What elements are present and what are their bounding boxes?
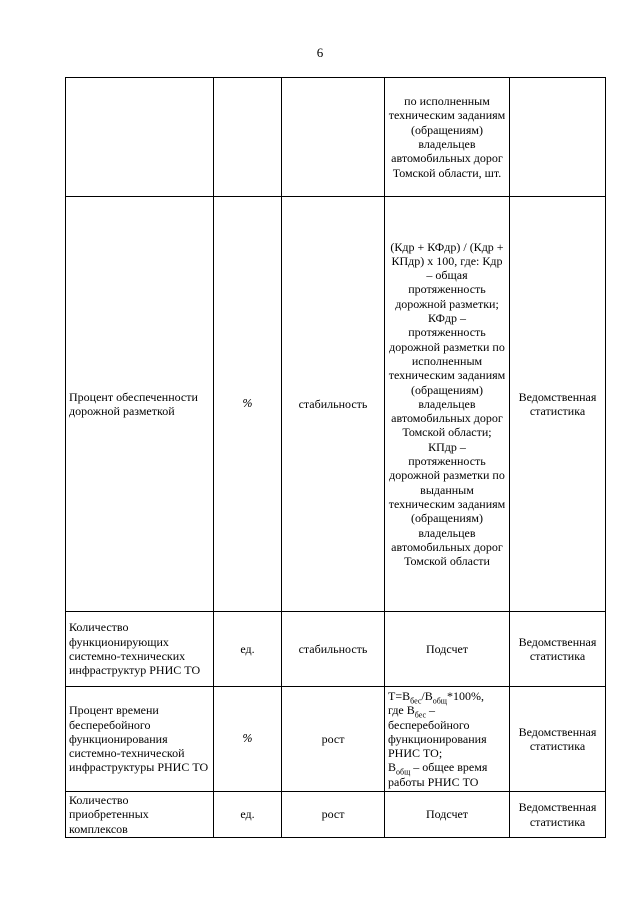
trend-cell: стабильность	[282, 197, 385, 612]
indicator-cell: Количество функционирующих системно-технических инфраструктур РНИС ТО	[66, 612, 214, 687]
table-row	[66, 612, 606, 687]
source-cell: Ведомственная статистика	[510, 612, 606, 687]
source-cell: Ведомственная статистика	[510, 687, 606, 792]
formula-text: *100%,	[446, 688, 484, 703]
formula-cell: (Кдр + КФдр) / (Кдр + КПдр) х 100, где: Кдр – общая протяженность дорожной разметки; КФдр – протяженность дорожной разметки по исполненным техническим заданиям (обращениям) владельцев автомобильных дорог Томской области; КПдр – протяженность дорожной разметки по выданным техническим заданиям (обращениям) владельцев автомобильных дорог Томской области	[385, 197, 510, 612]
page-number: 6	[316, 45, 324, 60]
unit-cell	[214, 197, 282, 612]
unit-cell: ед.	[214, 792, 282, 838]
indicator-cell: Процент обеспеченности дорожной разметкой	[66, 197, 214, 612]
trend-cell: рост	[282, 687, 385, 792]
formula-text: бесперебойного функционирования РНИС ТО;	[388, 717, 487, 761]
formula-sub: общ	[396, 767, 411, 777]
table-row	[66, 792, 606, 838]
formula-cell	[385, 687, 510, 792]
trend-cell	[282, 78, 385, 197]
formula-sub: бес	[414, 710, 427, 720]
indicator-cell: Количество приобретенных комплексов	[66, 792, 214, 838]
unit-value: %	[242, 732, 253, 746]
unit-cell: ед.	[214, 612, 282, 687]
trend-cell: рост	[282, 792, 385, 838]
formula-sub: бес	[410, 696, 422, 706]
formula-text: – общее время работы РНИС ТО	[388, 760, 488, 789]
formula-text: –	[426, 703, 436, 718]
formula-text: /В	[421, 688, 433, 703]
formula-text: где В	[388, 703, 415, 718]
formula-cell: по исполненным техническим заданиям (обращениям) владельцев автомобильных дорог Томской области, шт.	[385, 78, 510, 197]
indicators-table	[65, 77, 606, 838]
table-row	[66, 687, 606, 792]
formula-cell: Подсчет	[385, 792, 510, 838]
source-cell: Ведомственная статистика	[510, 197, 606, 612]
unit-cell	[214, 687, 282, 792]
trend-cell: стабильность	[282, 612, 385, 687]
source-cell: Ведомственная статистика	[510, 792, 606, 838]
indicator-cell: Процент времени бесперебойного функционирования системно-технической инфраструктуры РНИС ТО	[66, 687, 214, 792]
formula-text: В	[388, 760, 397, 775]
source-cell	[510, 78, 606, 197]
formula-text: Т=В	[388, 688, 411, 703]
indicator-cell	[66, 78, 214, 197]
table-row	[66, 78, 606, 197]
table-row	[66, 197, 606, 612]
unit-cell	[214, 78, 282, 197]
formula-cell: Подсчет	[385, 612, 510, 687]
formula-sub: общ	[432, 696, 447, 706]
unit-value: %	[242, 397, 253, 411]
